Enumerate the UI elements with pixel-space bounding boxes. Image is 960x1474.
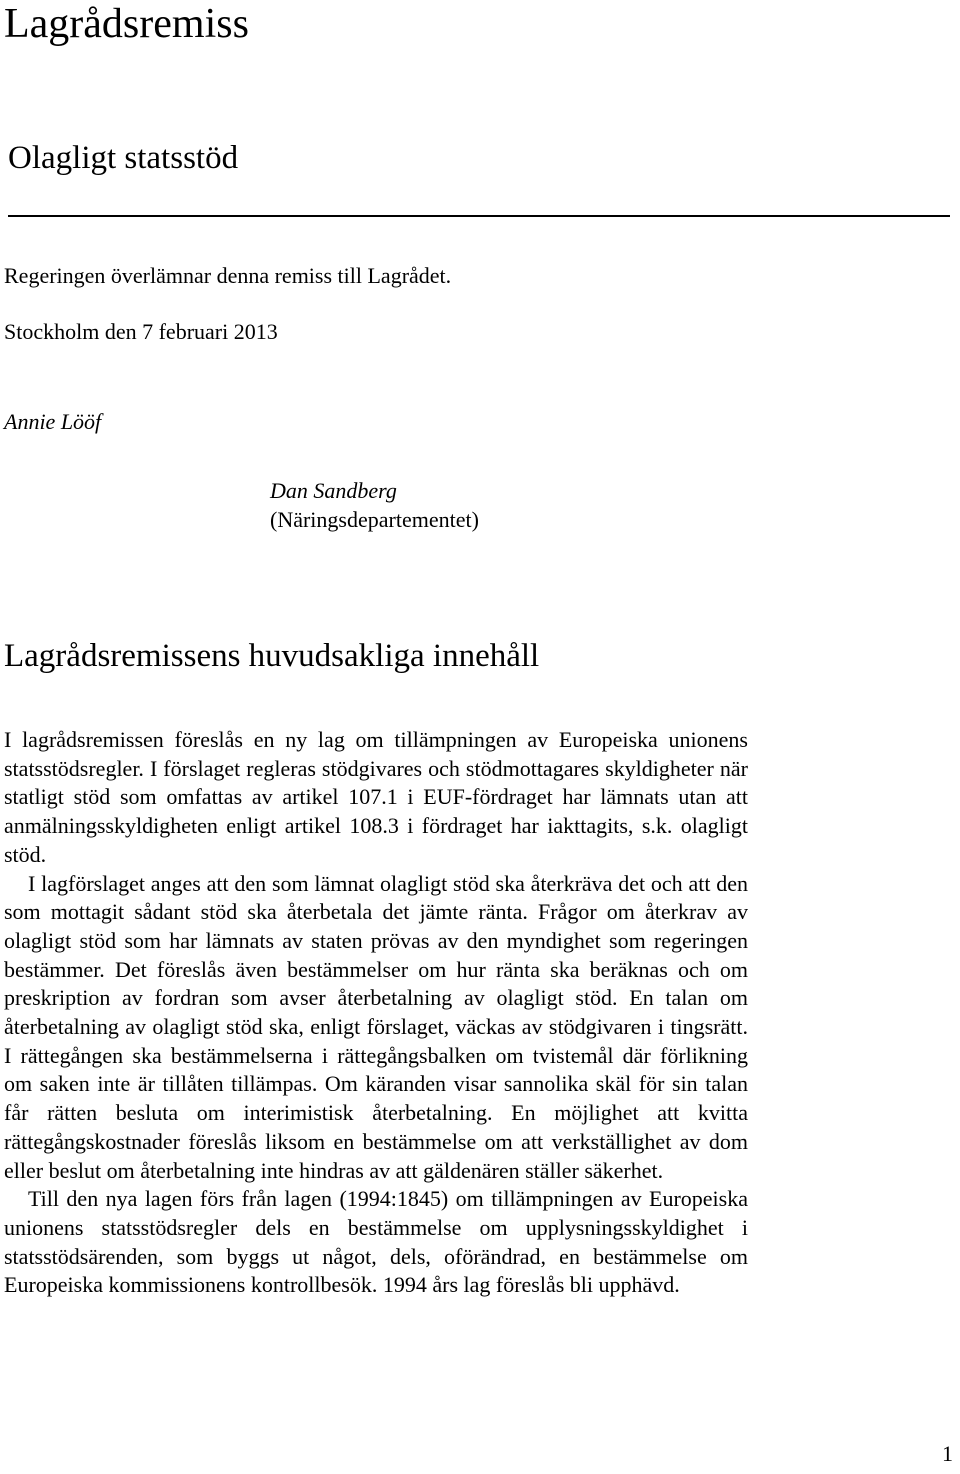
minister-name: Annie Lööf xyxy=(4,409,102,434)
page-number: 1 xyxy=(942,1441,953,1466)
document-subtitle: Olagligt statsstöd xyxy=(8,140,239,176)
date-line: Stockholm den 7 februari 2013 xyxy=(4,319,278,344)
summary-paragraph: I lagförslaget anges att den som lämnat olagligt stöd ska återkräva det och att den som mottagit sådant stöd ska återbetala det jämte ränta. Frågor om återkrav av olagligt stöd som har lämnats av staten prövas av den myndighet som regeringen bestämmer. Det föreslås även bestämmelser om hur ränta ska beräknas och om preskription av fordran som avser återbetalning av olagligt stöd. En talan om återbetalning av olagligt stöd ska, enligt förslaget, väckas av stödgivaren i tingsrätt. I rättegången ska bestämmelserna i rättegångsbalken om tvistemål där förlikning om saken inte är tillåten tillämpas. Om käranden visar sannolika skäl för sin talan får rätten besluta om interimistisk återbetalning. En möjlighet att kvitta rättegångskostnader föreslås liksom en bestämmelse om att verkställighet av dom eller beslut om återbetalning inte hindras av att gäldenären ställer säkerhet. xyxy=(4,870,748,1183)
document-title: Lagrådsremiss xyxy=(4,1,249,47)
department-name: (Näringsdepartementet) xyxy=(270,507,479,532)
summary-paragraph: Till den nya lagen förs från lagen (1994:1845) om tillämpningen av Europeiska unionens statsstödsregler dels en bestämmelse om upplysningsskyldighet i statsstödsärenden, som byggs ut något, dels, oförändrad, en bestämmelse om Europeiska kommissionens kontrollbesök. 1994 års lag föreslås bli upphävd. xyxy=(4,1186,748,1298)
summary-paragraph: I lagrådsremissen föreslås en ny lag om tillämpningen av Europeiska unionens statsstödsregler. I förslaget regleras stödgivares och stödmottagares skyldigheter när statligt stöd som omfattas av artikel 107.1 i EUF-fördraget har lämnats utan att anmälningsskyldigheten enligt artikel 108.3 i fördraget har iakttagits, s.k. olagligt stöd. xyxy=(4,727,748,867)
summary-heading: Lagrådsremissens huvudsakliga innehåll xyxy=(4,638,540,674)
submission-statement: Regeringen överlämnar denna remiss till Lagrådet. xyxy=(4,263,452,288)
horizontal-rule xyxy=(8,215,950,217)
summary-body xyxy=(4,726,748,1300)
official-name: Dan Sandberg xyxy=(270,478,397,503)
